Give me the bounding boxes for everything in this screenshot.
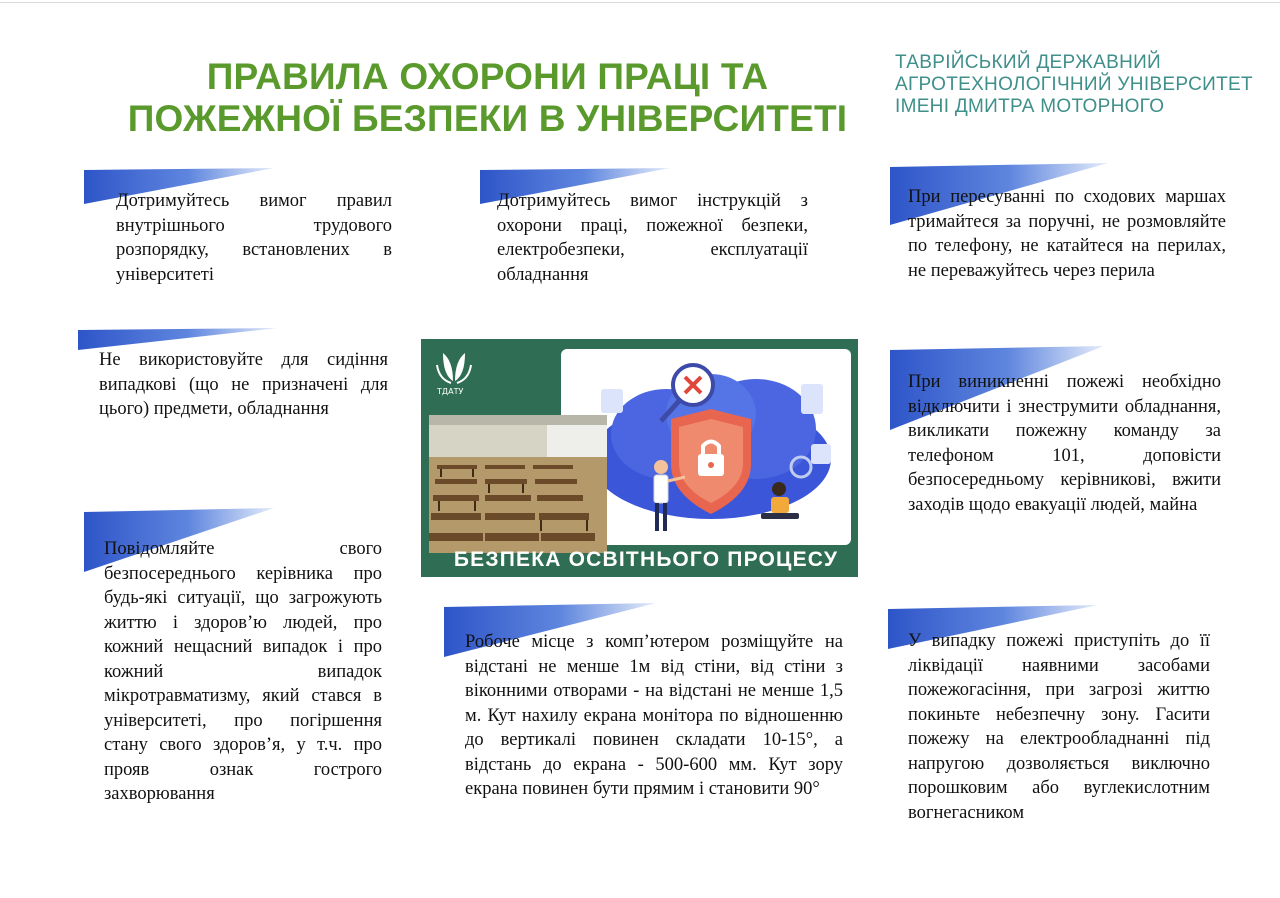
hero-caption: БЕЗПЕКА ОСВІТНЬОГО ПРОЦЕСУ	[453, 548, 839, 571]
classroom-image	[429, 415, 607, 553]
rule-text-5: При виникненні пожежі необхідно відключити і знеструмити обладнання, викликати пожежну команду за телефоном 101, доповісти безпосередньому керівникові, вжити заходів щодо евакуації людей, майна	[908, 372, 1221, 515]
logo-text: ТДАТУ	[437, 387, 464, 396]
rule-card-3	[890, 163, 1240, 313]
top-divider	[0, 2, 1280, 3]
rule-card-4	[78, 328, 408, 453]
university-logo-icon	[429, 345, 479, 401]
rule-text-6: Повідомляйте свого безпосереднього керівника про будь-які ситуації, що загрожують життю і здоров’ю людей, про кожний нещасний випадок і про кожний випадок мікротравматизму, який стався в університеті, про погіршення стану свого здоров’я, у т.ч. про прояв ознак гострого захворювання	[104, 539, 382, 804]
university-line-2: АГРОТЕХНОЛОГІЧНИЙ УНІВЕРСИТЕТ	[895, 74, 1253, 95]
university-line-3: ІМЕНІ ДМИТРА МОТОРНОГО	[895, 96, 1165, 117]
rule-card-2	[480, 168, 820, 293]
university-name	[895, 52, 1275, 118]
rule-card-1	[84, 168, 404, 293]
rule-card-7	[444, 603, 854, 833]
rule-card-6	[84, 508, 404, 808]
leaf-logo-icon	[429, 345, 479, 387]
page-title	[110, 56, 865, 140]
hero-illustration	[421, 339, 858, 577]
rule-card-8	[888, 605, 1238, 855]
university-line-1: ТАВРІЙСЬКИЙ ДЕРЖАВНИЙ	[895, 52, 1162, 73]
rule-text-8: У випадку пожежі приступіть до її ліквідації наявними засобами пожежогасіння, при загрозі життю покиньте небезпечну зону. Гасити пожежу на електрообладнанні під напругою дозволяється виключно порошковим або вуглекислотним вогнегасником	[908, 631, 1210, 823]
rule-text-7: Робоче місце з комп’ютером розміщуйте на відстані не менше 1м від стіни, від стіни з віконними отворами - на відстані не менше 1,5 м. Кут нахилу екрана монітора по відношенню до вертикалі повинен складати 10-15°, а відстань до екрана - 500-600 мм. Кут зору екрана повинен бути прямим і становити 90°	[465, 632, 843, 799]
rule-text-3: При пересуванні по сходових маршах тримайтеся за поручні, не розмовляйте по телефону, не катайтеся на перилах, не переважуйтесь через перила	[908, 187, 1226, 281]
title-line-2: ПОЖЕЖНОЇ БЕЗПЕКИ В УНІВЕРСИТЕТІ	[127, 98, 848, 139]
title-line-1: ПРАВИЛА ОХОРОНИ ПРАЦІ ТА	[206, 56, 769, 97]
rule-text-1: Дотримуйтесь вимог правил внутрішнього трудового розпорядку, встановлених в університеті	[116, 191, 392, 285]
auditorium-photo	[429, 415, 607, 553]
rule-card-5	[890, 346, 1240, 576]
rule-text-2: Дотримуйтесь вимог інструкцій з охорони праці, пожежної безпеки, електробезпеки, експлуатації обладнання	[497, 191, 808, 285]
rule-text-4: Не використовуйте для сидіння випадкові (що не призначені для цього) предмети, обладнання	[99, 350, 388, 419]
